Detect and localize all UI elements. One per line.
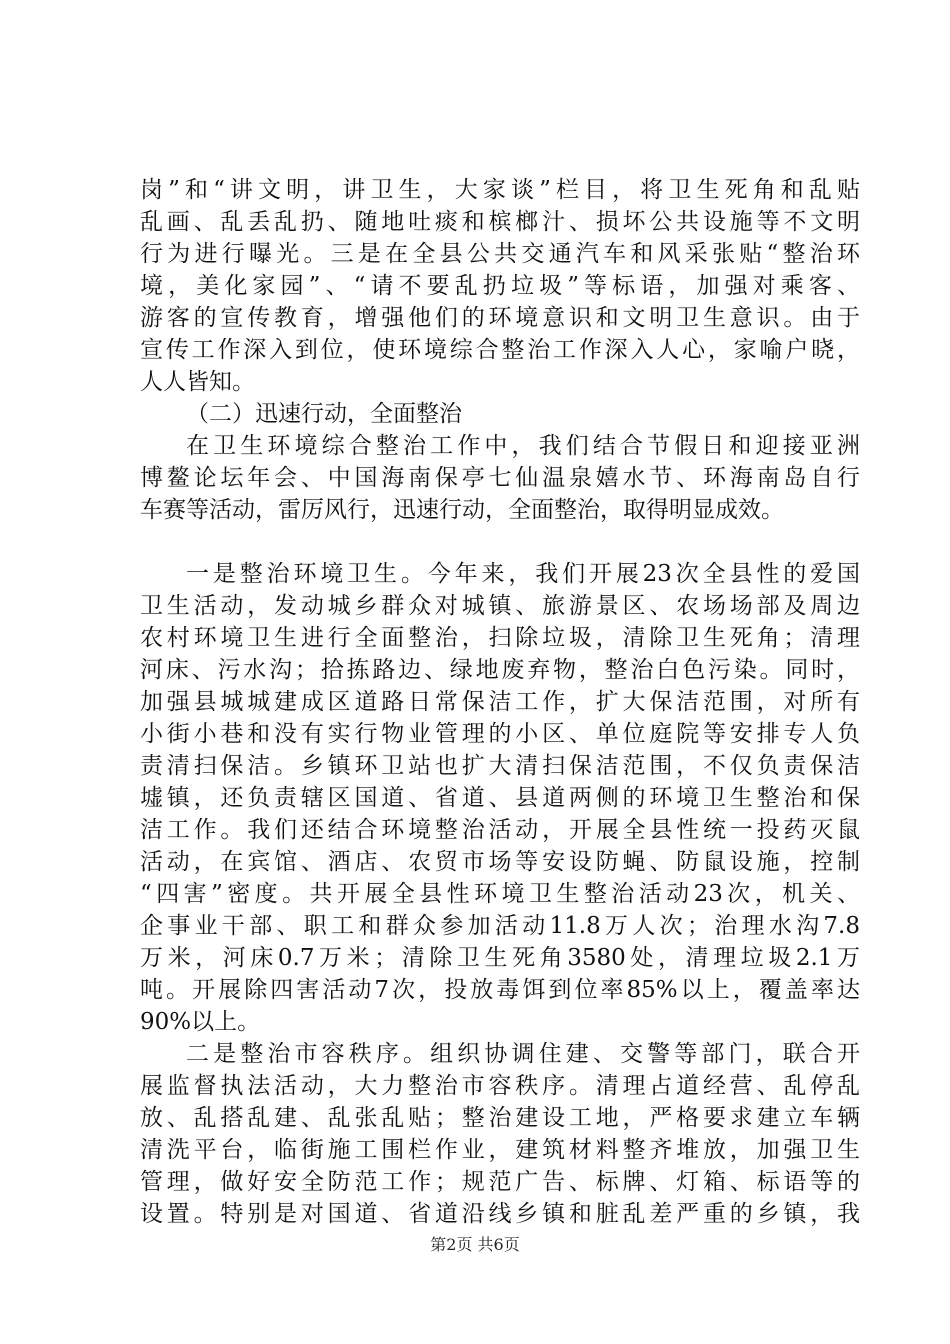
text-line: 二是整治市容秩序。组织协调住建、交警等部门，联合开 [186,1041,860,1067]
text-line: 墟镇，还负责辖区国道、省道、县道两侧的环境卫生整治和保 [140,785,860,811]
text-line: 农村环境卫生进行全面整治，扫除垃圾，清除卫生死角；清理 [140,625,860,651]
text-line: 90%以上。 [140,1009,261,1035]
text-line: 乱画、乱丢乱扔、随地吐痰和槟榔汁、损坏公共设施等不文明 [140,209,860,235]
text-line: 活动，在宾馆、酒店、农贸市场等安设防蝇、防鼠设施，控制 [140,849,860,875]
text-line: 万米，河床0.7万米；清除卫生死角3580处，清理垃圾2.1万 [140,945,860,971]
text-line: 在卫生环境综合整治工作中，我们结合节假日和迎接亚洲 [186,433,860,459]
text-line: 境，美化家园”、“请不要乱扔垃圾”等标语，加强对乘客、 [140,273,860,299]
text-line: 一是整治环境卫生。今年来，我们开展23次全县性的爱国 [186,561,860,587]
text-line: 岗”和“讲文明，讲卫生，大家谈”栏目，将卫生死角和乱贴 [140,177,860,203]
text-line: 河床、污水沟；拾拣路边、绿地废弃物，整治白色污染。同时， [140,657,860,683]
text-line: 行为进行曝光。三是在全县公共交通汽车和风采张贴“整治环 [140,241,860,267]
text-line: 吨。开展除四害活动7次，投放毒饵到位率85%以上，覆盖率达 [140,977,860,1003]
text-line: 小街小巷和没有实行物业管理的小区、单位庭院等安排专人负 [140,721,860,747]
text-line: 人人皆知。 [140,369,255,395]
section-heading: （二）迅速行动，全面整治 [186,401,462,427]
text-line: 管理，做好安全防范工作；规范广告、标牌、灯箱、标语等的 [140,1169,860,1195]
text-line: “四害”密度。共开展全县性环境卫生整治活动23次，机关、 [140,881,860,907]
text-line: 加强县城城建成区道路日常保洁工作，扩大保洁范围，对所有 [140,689,860,715]
text-line: 卫生活动，发动城乡群众对城镇、旅游景区、农场场部及周边 [140,593,860,619]
document-body [140,174,860,1230]
text-line: 展监督执法活动，大力整治市容秩序。清理占道经营、乱停乱 [140,1073,860,1099]
text-line: 洁工作。我们还结合环境整治活动，开展全县性统一投药灭鼠 [140,817,860,843]
text-line: 博鳌论坛年会、中国海南保亭七仙温泉嬉水节、环海南岛自行 [140,465,860,491]
text-line: 企事业干部、职工和群众参加活动11.8万人次；治理水沟7.8 [140,913,860,939]
page-footer: 第2页 共6页 [430,1235,520,1254]
text-line: 游客的宣传教育，增强他们的环境意识和文明卫生意识。由于 [140,305,860,331]
text-line: 放、乱搭乱建、乱张乱贴；整治建设工地，严格要求建立车辆 [140,1105,860,1131]
text-line: 宣传工作深入到位，使环境综合整治工作深入人心，家喻户晓， [140,337,860,363]
text-line: 设置。特别是对国道、省道沿线乡镇和脏乱差严重的乡镇，我 [140,1201,860,1227]
text-line: 清洗平台，临街施工围栏作业，建筑材料整齐堆放，加强卫生 [140,1137,860,1163]
text-line: 责清扫保洁。乡镇环卫站也扩大清扫保洁范围，不仅负责保洁 [140,753,860,779]
text-line: 车赛等活动，雷厉风行，迅速行动，全面整治，取得明显成效。 [140,497,784,523]
